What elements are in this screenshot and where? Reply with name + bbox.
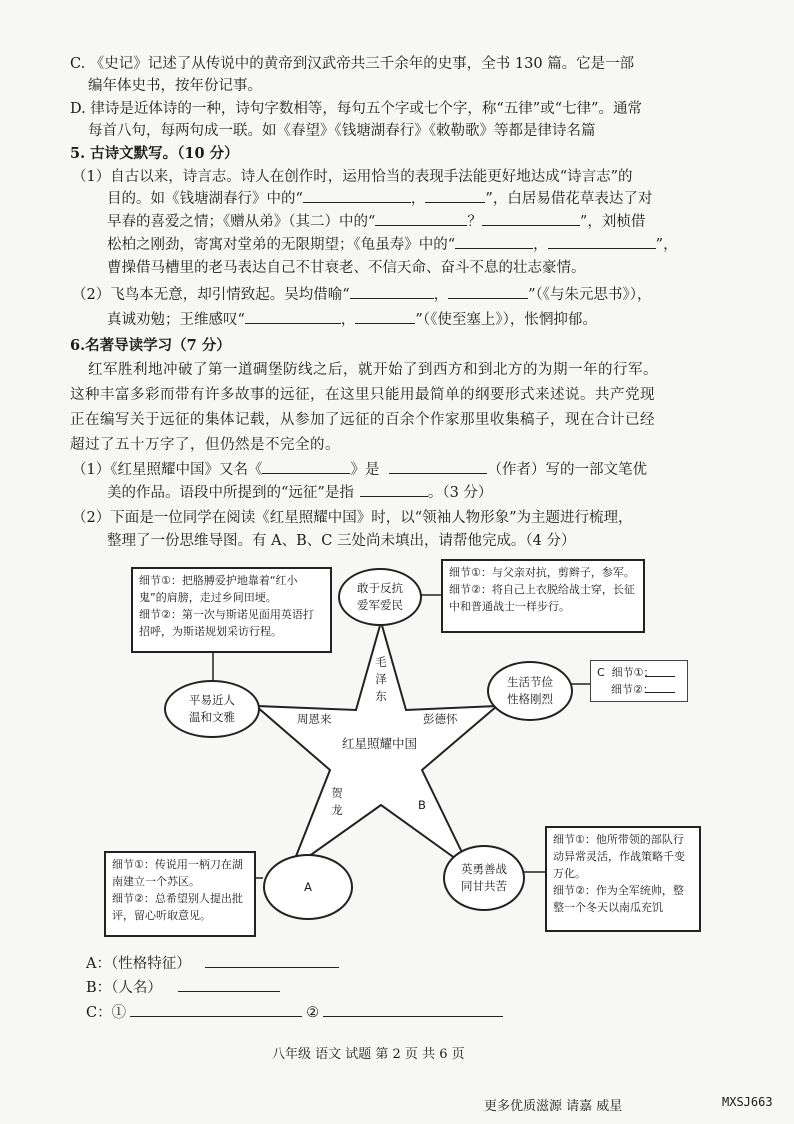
q6-passage-line1: 红军胜利地冲破了第一道碉堡防线之后，就开始了到西方和到北方的为期一年的行军。 bbox=[88, 362, 658, 378]
option-d-line2: 每首八句，每两句成一联。如《春望》《钱塘湖春行》《敕勒歌》等都是律诗名篇 bbox=[88, 123, 596, 139]
q5-p1-line4: 松柏之刚劲，寄寓对堂弟的无限期望；《龟虽寿》中的“ ， ”， bbox=[107, 234, 678, 256]
detail-box-peng-dehuai: 细节①：他所带领的部队行动异常灵活，作战策略千变万化。 细节②：作为全军统帅，整整一个冬天以南瓜充饥 bbox=[545, 826, 701, 932]
option-c-line2: 编年体史书，按年份记事。 bbox=[88, 78, 262, 94]
oval-mao-zedong: 敢于反抗 爱军爱民 bbox=[338, 568, 422, 626]
oval-peng-dehuai: 生活节俭 性格刚烈 bbox=[487, 661, 573, 721]
q5-p1-line2: 目的。如《钱塘湖春行》中的“ ， ”，白居易借花草表达了对 bbox=[107, 188, 652, 210]
option-c-line1: C. 《史记》记述了从传说中的黄帝到汉武帝共三千余年的史事，全书 130 篇。它是一部 bbox=[70, 56, 635, 72]
c-answer-line-2[interactable] bbox=[645, 692, 675, 693]
answer-b-blank[interactable] bbox=[178, 977, 280, 992]
star-label-peng-dehuai: 彭德怀 bbox=[423, 712, 458, 726]
detail-box-c: C 细节①： 细节②： bbox=[590, 660, 688, 702]
star-label-mao-zedong: 毛泽东 bbox=[375, 655, 387, 703]
answer-c-line: C：① ② bbox=[86, 1002, 503, 1024]
detail-box-zhou-enlai: 细节①：把胳膊爱护地靠着“红小鬼”的肩膀，走过乡间田埂。 细节②：第一次与斯诺见面用英语打招呼，为斯诺规划采访行程。 bbox=[131, 567, 332, 653]
q6-s2-line1: （2）下面是一位同学在阅读《红星照耀中国》时，以“领袖人物形象”为主题进行梳理， bbox=[72, 510, 633, 526]
q6-s1-line1: （1）《红星照耀中国》又名《 》是 （作者）写的一部文笔优 bbox=[72, 459, 647, 481]
detail-box-mao-zedong: 细节①：与父亲对抗，剪辫子，参军。 细节②：将自己上衣脱给战士穿，长征中和普通战士一样步行。 bbox=[441, 559, 645, 633]
answer-a-line: A：（性格特征） bbox=[86, 953, 339, 975]
option-d-line1: D. 律诗是近体诗的一种，诗句字数相等，每句五个字或七个字，称“五律”或“七律”。通常 bbox=[70, 101, 642, 117]
q5-p2-line1: （2）飞鸟本无意，却引情致起。吴均借喻“ ， ”（《与朱元思书》）， bbox=[72, 284, 652, 306]
oval-he-long-b: 英勇善战 同甘共苦 bbox=[443, 845, 525, 911]
star-label-zhou-enlai: 周恩来 bbox=[297, 712, 332, 726]
answer-c1-blank[interactable] bbox=[130, 1002, 302, 1017]
q5-p1-line5: 曹操借马槽里的老马表达自己不甘衰老、不信天命、奋斗不息的壮志豪情。 bbox=[107, 260, 586, 276]
q5-p1-line3: 早春的喜爱之情；《赠从弟》（其二）中的“ ？ ”，刘桢借 bbox=[107, 211, 645, 233]
c-answer-line-1[interactable] bbox=[645, 676, 675, 677]
q6-s1-line2: 美的作品。语段中所提到的“远征”是指 。（3 分） bbox=[107, 482, 492, 504]
star-center-label: 红星照耀中国 bbox=[342, 736, 418, 751]
watermark-text: 更多优质滋源 请嘉 威星 bbox=[484, 1099, 623, 1114]
answer-a-blank[interactable] bbox=[205, 953, 339, 968]
q6-passage-line3: 正在编写关于远征的集体记载，从参加了远征的百余个作家那里收集稿子，现在合计已经 bbox=[70, 412, 655, 428]
page-footer: 八年级 语文 试题 第 2 页 共 6 页 bbox=[272, 1047, 465, 1062]
oval-zhou-enlai: 平易近人 温和文雅 bbox=[164, 680, 260, 738]
star-label-he-long: 贺龙 bbox=[331, 786, 343, 817]
q5-title: 5. 古诗文默写。（10 分） bbox=[70, 145, 239, 162]
q6-passage-line4: 超过了五十万字了，但仍然是不完全的。 bbox=[70, 437, 340, 453]
answer-b-line: B：（人名） bbox=[86, 977, 280, 999]
q5-p1-line1: （1）自古以来，诗言志。诗人在创作时，运用恰当的表现手法能更好地达成“诗言志”的 bbox=[72, 169, 633, 185]
star-label-b: B bbox=[418, 798, 426, 812]
detail-box-he-long: 细节①：传说用一柄刀在湖南建立一个苏区。 细节②：总希望别人提出批评，留心听取意见。 bbox=[104, 851, 256, 937]
q6-s2-line2: 整理了一份思维导图。有 A、B、C 三处尚未填出，请帮他完成。（4 分） bbox=[107, 533, 576, 549]
oval-a: A bbox=[263, 854, 353, 920]
q5-p2-line2: 真诚劝勉；王维感叹“ ， ”（《使至塞上》），怅惘抑郁。 bbox=[107, 309, 597, 331]
q6-passage-line2: 这种丰富多彩而带有许多故事的远征，在这里只能用最简单的纲要形式来述说。共产党现 bbox=[70, 387, 655, 403]
watermark-code: MXSJ663 bbox=[722, 1095, 773, 1109]
q6-title: 6.名著导读学习（7 分） bbox=[70, 337, 231, 354]
answer-c2-blank[interactable] bbox=[323, 1002, 503, 1017]
